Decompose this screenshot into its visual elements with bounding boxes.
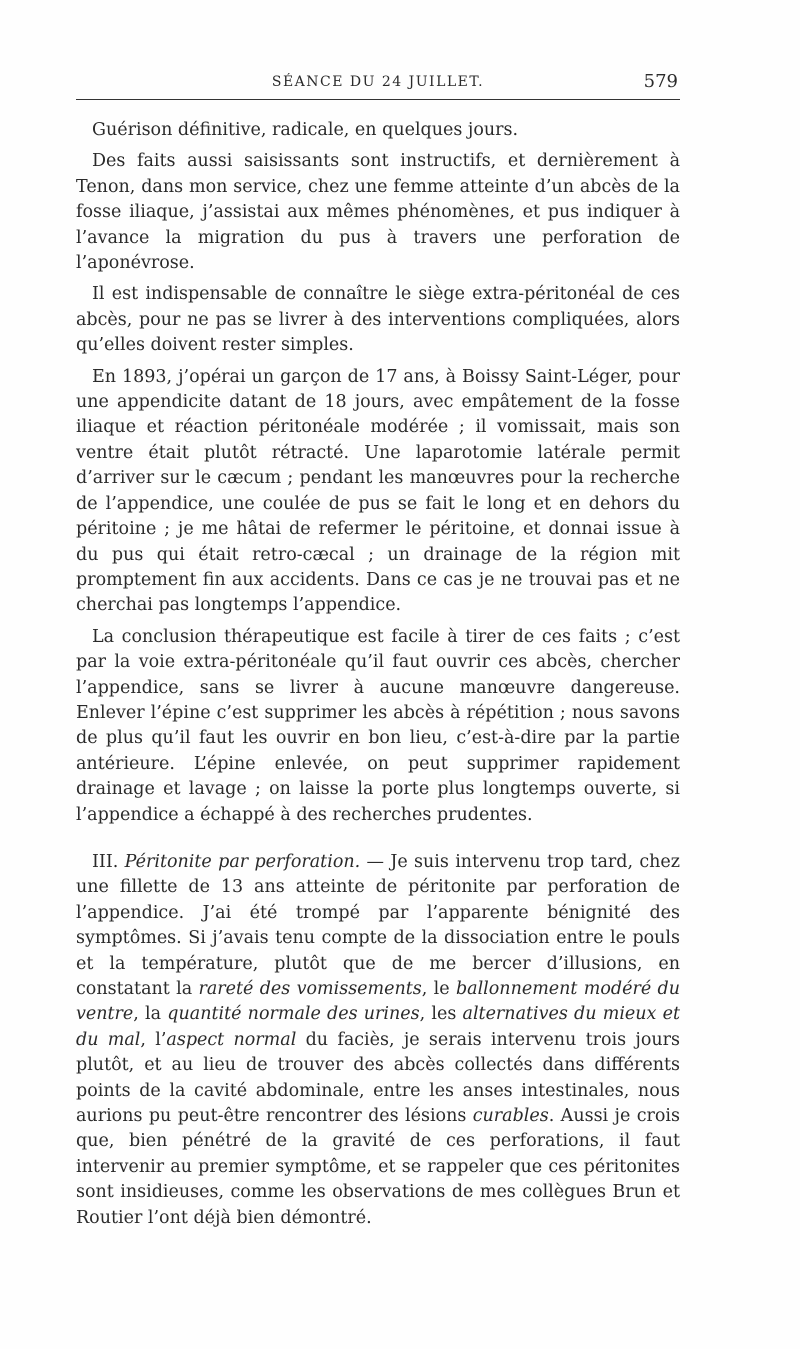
- header-rule: [76, 99, 680, 100]
- section-text-7: . Aussi je crois que, bien pénétré de la gravité de ces perforations, il faut intervenir au premier symptôme, et se rappeler que ces péritonites sont insidieuses, comme les observations de mes collègues Brun et Routier l’ont déjà bien démontré.: [76, 1106, 680, 1228]
- section-text-1: — Je suis intervenu trop tard, chez une fillette de 13 ans atteinte de péritonite par perforation de l’appendice. J’ai été trompé par l’apparente bénignité des symptômes. Si j’avais tenu compte de la dissociation entre le pouls et la température, plutôt que de me bercer d’illusions, en constatant la: [76, 851, 680, 999]
- body-text: [76, 118, 680, 1237]
- paragraph-5: La conclusion thérapeutique est facile à tirer de ces faits ; c’est par la voie extra-péritonéale qu’il faut ouvrir ces abcès, chercher l’appendice, sans se livrer à aucune manœuvre dangereuse. Enlever l’épine c’est supprimer les abcès à répétition ; nous savons de plus qu’il faut les ouvrir en bon lieu, c’est-à-dire par la partie antérieure. L’épine enlevée, on peut supprimer rapidement drainage et lavage ; on laisse la porte plus longtemps ouverte, si l’appendice a échappé à des recherches prudentes.: [76, 626, 680, 825]
- section-text-4: , les: [419, 1004, 463, 1025]
- section-text-2: , le: [421, 979, 456, 999]
- paragraph-2: Des faits aussi saisissants sont instructifs, et dernièrement à Tenon, dans mon service, chez une femme atteinte d’un abcès de la fosse iliaque, j’assistai aux mêmes phénomènes, et pus indiquer à l’avance la migration du pus à travers une perforation de l’aponévrose.: [76, 151, 680, 274]
- section-3-paragraph: [76, 850, 680, 1231]
- page-number: 579: [643, 71, 678, 92]
- emphasis-5: aspect normal: [166, 1029, 297, 1050]
- paragraph-1: Guérison définitive, radicale, en quelques jours.: [92, 120, 519, 140]
- section-text-6: du faciès, je serais intervenu trois jours plutôt, et au lieu de trouver des abcès collectés dans différents points de la cavité abdominale, entre les anses intestinales, nous aurions pu peut-être rencontrer des lésions: [76, 1029, 680, 1127]
- paragraph-3: Il est indispensable de connaître le siège extra-péritonéal de ces abcès, pour ne pas se livrer à des interventions compliquées, alors qu’elles doivent rester simples.: [76, 284, 680, 356]
- section-numeral: III.: [92, 851, 119, 872]
- section-text-3: , la: [133, 1004, 168, 1025]
- section-title: Péritonite par perforation.: [124, 851, 361, 872]
- running-head: SÉANCE DU 24 JUILLET.: [271, 74, 485, 90]
- paragraph-4: En 1893, j’opérai un garçon de 17 ans, à Boissy Saint-Léger, pour une appendicite datant de 18 jours, avec empâtement de la fosse iliaque et réaction péritonéale modérée ; il vomissait, mais son ventre était plutôt rétracté. Une laparotomie latérale permit d’arriver sur le cæcum ; pendant les manœuvres pour la recherche de l’appendice, une coulée de pus se fait le long et en dehors du péritoine ; je me hâtai de refermer le péritoine, et donnai issue à du pus qui était retro-cæcal ; un drainage de la région mit promptement fin aux accidents. Dans ce cas je ne trouvai pas et ne cherchai pas longtemps l’appendice.: [76, 366, 680, 616]
- page-header: [76, 71, 680, 98]
- emphasis-4: alternatives du mieux et du mal: [76, 1004, 681, 1050]
- section-text-5: , l’: [140, 1029, 167, 1050]
- emphasis-6: curables: [472, 1106, 549, 1127]
- emphasis-2: ballonnement modéré du ventre: [76, 979, 680, 1025]
- emphasis-1: rareté des vomissements: [198, 979, 422, 999]
- emphasis-3: quantité normale des urines: [167, 1004, 420, 1025]
